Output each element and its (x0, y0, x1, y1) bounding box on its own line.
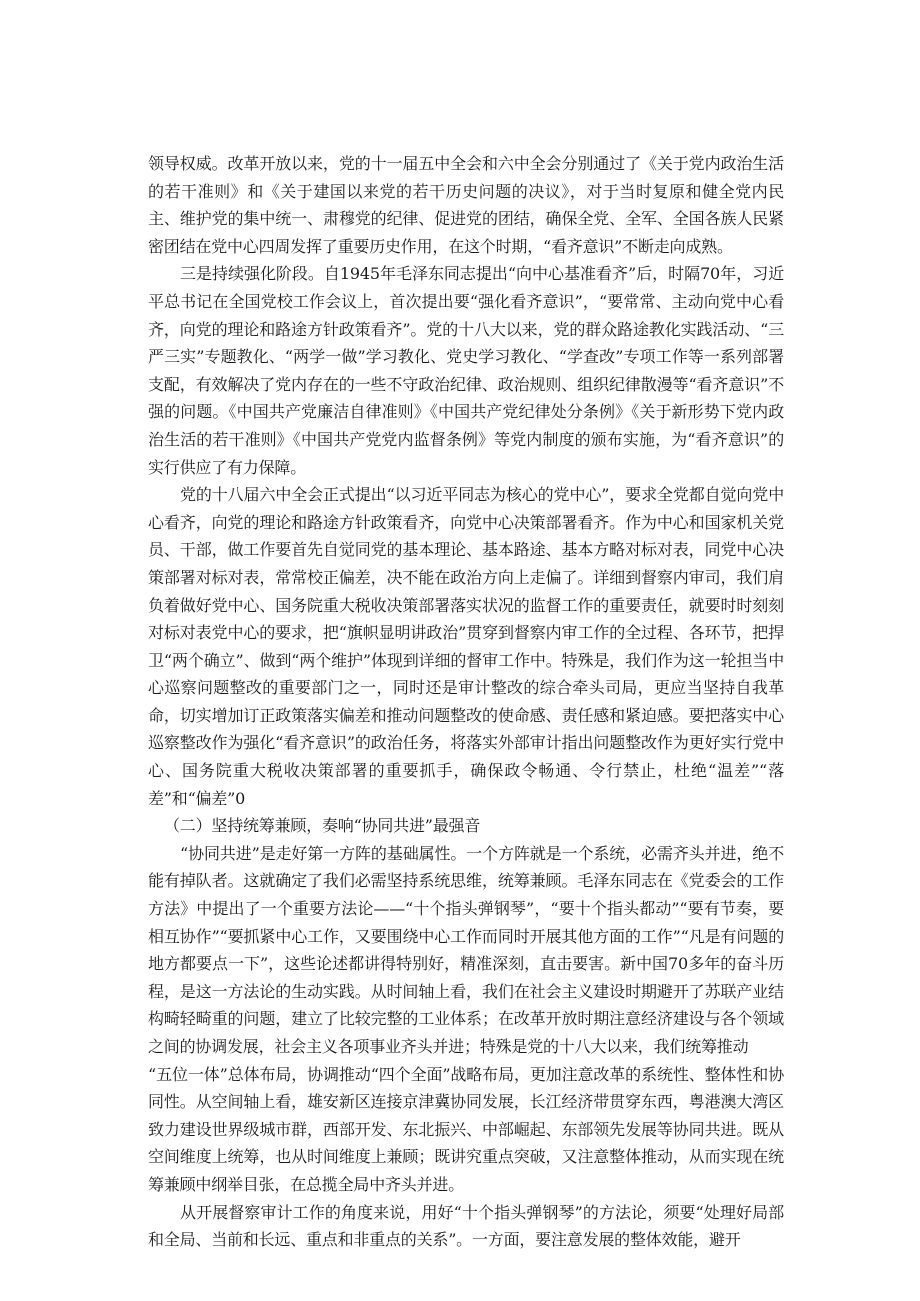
paragraph-continuation: 领导权威。改革开放以来，党的十一届五中全会和六中全会分别通过了《关于党内政治生活的若干准则》和《关于建国以来党的若干历史问题的决议》，对于当时复原和健全党内民主、维护党的集中统一、肃穆党的纪律、促进党的团结，确保全党、全军、全国各族人民紧密团结在党中心四周发挥了重要历史作用，在这个时期，“看齐意识”不断走向成熟。 (148, 154, 784, 256)
paragraph-stage-three: 三是持续强化阶段。自1945年毛泽东同志提出“向中心基准看齐”后，时隔70年，习近平总书记在全国党校工作会议上，首次提出要“强化看齐意识”，“要常常、主动向党中心看齐，向党的理论和路途方针政策看齐”。党的十八大以来，党的群众路途教化实践活动、“三严三实”专题教化、“两学一做”学习教化、党史学习教化、“学查改”专项工作等一系列部署支配，有效解决了党内存在的一些不守政治纪律、政治规则、组织纪律散漫等“看齐意识”不强的问题。《中国共产党廉洁自律准则》《中国共产党纪律处分条例》《关于新形势下党内政治生活的若干准则》《中国共产党党内监督条例》等党内制度的颁布实施，为“看齐意识”的实行供应了有力保障。 (148, 264, 784, 477)
document-body (148, 150, 784, 1254)
section-heading: （二）坚持统筹兼顾，奏响“协同共进”最强音 (164, 816, 481, 836)
paragraph-audit-method: 从开展督察审计工作的角度来说，用好“十个指头弹钢琴”的方法论，须要“处理好局部和全局、当前和长远、重点和非重点的关系”。一方面，要注意发展的整体效能，避开 (148, 1202, 784, 1250)
paragraph-five-in-one: “五位一体”总体布局，协调推动“四个全面”战略布局，更加注意改革的系统性、整体性和协同性。从空间轴上看，雄安新区连接京津冀协同发展，长江经济带贯穿东西，粤港澳大湾区致力建设世界级城市群，西部开发、东北振兴、中部崛起、东部领先发展等协同共进。既从空间维度上统筹，也从时间维度上兼顾；既讲究重点突破，又注意整体推动，从而实现在统筹兼顾中纲举目张，在总揽全局中齐头并进。 (148, 1064, 784, 1194)
paragraph-coordination: “协同共进”是走好第一方阵的基础属性。一个方阵就是一个系统，必需齐头并进，绝不能有掉队者。这就确定了我们必需坚持系统思维，统筹兼顾。毛泽东同志在《党委会的工作方法》中提出了一个重要方法论——“十个指头弹钢琴”，“要十个指头都动”“要有节奏，要相互协作”“要抓紧中心工作，又要围绕中心工作而同时开展其他方面的工作”“凡是有问题的地方都要点一下”，这些论述都讲得特别好，精准深刻，直击要害。新中国70多年的奋斗历程，是这一方法论的生动实践。从时间轴上看，我们在社会主义建设时期避开了苏联产业结构畸轻畸重的问题，建立了比较完整的工业体系；在改革开放时期注意经济建设与各个领域之间的协调发展，社会主义各项事业齐头并进；特殊是党的十八大以来，我们统筹推动 (148, 843, 784, 1056)
paragraph-sixth-plenary: 党的十八届六中全会正式提出“以习近平同志为核心的党中心”，要求全党都自觉向党中心看齐，向党的理论和路途方针政策看齐，向党中心决策部署看齐。作为中心和国家机关党员、干部，做工作要首先自觉同党的基本理论、基本路途、基本方略对标对表，同党中心决策部署对标对表，常常校正偏差，决不能在政治方向上走偏了。详细到督察内审司，我们肩负着做好党中心、国务院重大税收决策部署落实状况的监督工作的重要责任，就要时时刻刻对标对表党中心的要求，把“旗帜显明讲政治”贯穿到督察内审工作的全过程、各环节，把捍卫“两个确立”、做到“两个维护”体现到详细的督审工作中。特殊是，我们作为这一轮担当中心巡察问题整改的重要部门之一，同时还是审计整改的综合牵头司局，更应当坚持自我革命，切实增加订正政策落实偏差和推动问题整改的使命感、责任感和紧迫感。要把落实中心巡察整改作为强化“看齐意识”的政治任务，将落实外部审计指出问题整改作为更好实行党中心、国务院重大税收决策部署的重要抓手，确保政令畅通、令行禁止，杜绝“温差”“落差”和“偏差”0 (148, 485, 784, 808)
